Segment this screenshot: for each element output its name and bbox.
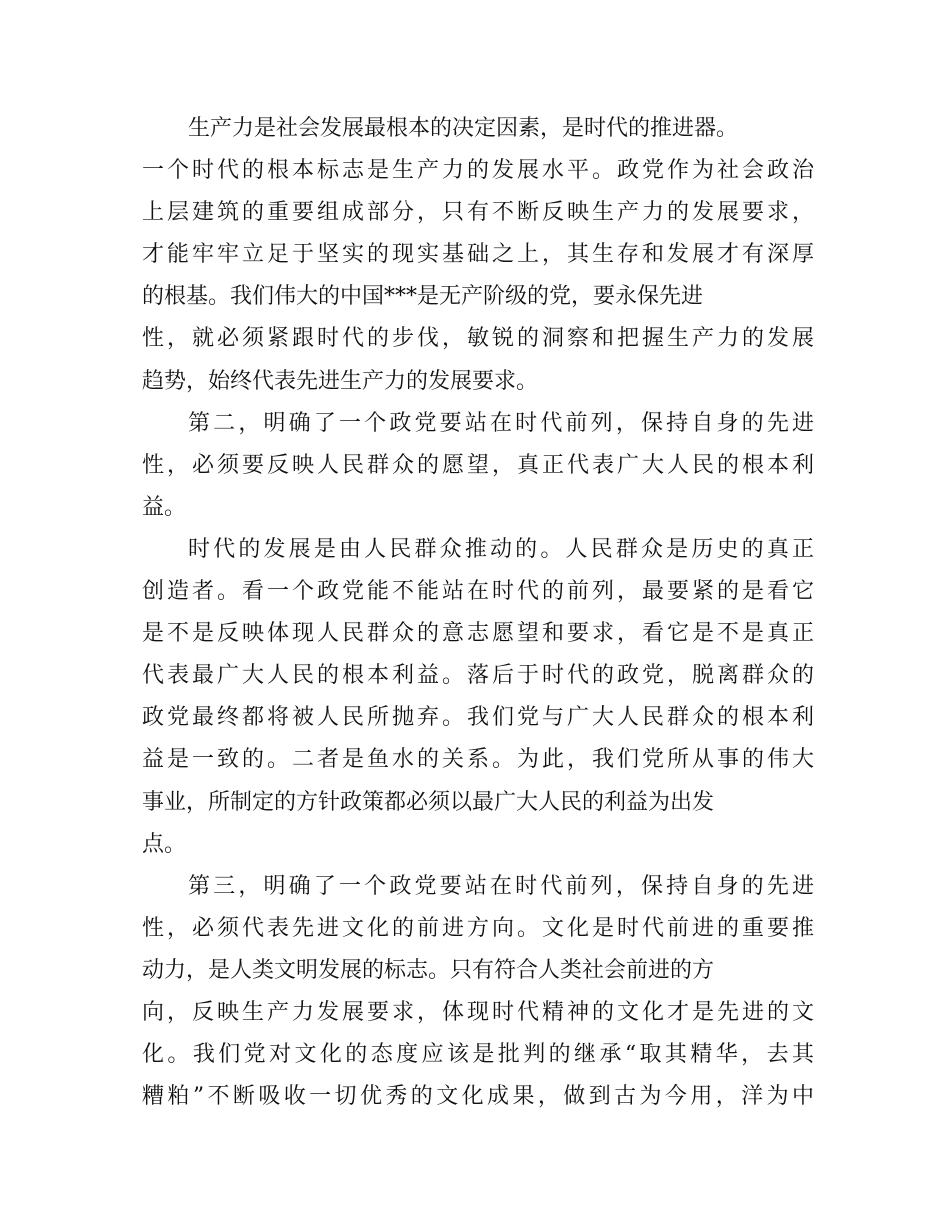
text-line: 的根基。我们伟大的中国***是无产阶级的党，要永保先进 — [142, 284, 704, 310]
text-line: 趋势，始终代表先进生产力的发展要求。 — [142, 368, 539, 394]
text-line: 性，就必须紧跟时代的步伐，敏锐的洞察和把握生产力的发展 — [142, 326, 814, 352]
text-line: 化。我们党对文化的态度应该是批判的继承“取其精华，去其 — [142, 1042, 814, 1068]
text-line: 第三，明确了一个政党要站在时代前列，保持自身的先进 — [188, 873, 814, 899]
paragraph-people — [142, 529, 814, 866]
text-line: 代表最广大人民的根本利益。落后于时代的政党，脱离群众的 — [142, 663, 814, 689]
text-line: 是不是反映体现人民群众的意志愿望和要求，看它是不是真正 — [142, 621, 814, 647]
text-line: 生产力是社会发展最根本的决定因素，是时代的推进器。 — [188, 116, 739, 141]
text-line: 益。 — [142, 494, 187, 520]
text-line: 时代的发展是由人民群众推动的。人民群众是历史的真正 — [188, 536, 814, 562]
text-line: 益是一致的。二者是鱼水的关系。为此，我们党所从事的伟大 — [142, 747, 814, 773]
document-page — [142, 108, 814, 1118]
text-line: 才能牢牢立足于坚实的现实基础之上，其生存和发展才有深厚 — [142, 242, 814, 268]
text-line: 一个时代的根本标志是生产力的发展水平。政党作为社会政治 — [142, 158, 814, 184]
paragraph-third-point — [142, 866, 814, 1119]
text-line: 创造者。看一个政党能不能站在时代的前列，最要紧的是看它 — [142, 579, 814, 605]
text-line: 糟粕”不断吸收一切优秀的文化成果，做到古为今用，洋为中 — [142, 1084, 814, 1110]
text-line: 性，必须代表先进文化的前进方向。文化是时代前进的重要推 — [142, 915, 814, 941]
paragraph-productivity — [142, 108, 814, 403]
text-line: 动力，是人类文明发展的标志。只有符合人类社会前进的方 — [142, 957, 715, 983]
text-line: 性，必须要反映人民群众的愿望，真正代表广大人民的根本利 — [142, 452, 814, 478]
text-line: 第二，明确了一个政党要站在时代前列，保持自身的先进 — [188, 410, 814, 436]
paragraph-second-point — [142, 403, 814, 529]
text-line: 事业，所制定的方针政策都必须以最广大人民的利益为出发 — [142, 789, 715, 815]
text-line: 点。 — [142, 831, 187, 857]
text-line: 政党最终都将被人民所抛弃。我们党与广大人民群众的根本利 — [142, 705, 814, 731]
text-line: 上层建筑的重要组成部分，只有不断反映生产力的发展要求， — [142, 200, 814, 226]
text-line: 向，反映生产力发展要求，体现时代精神的文化才是先进的文 — [142, 999, 814, 1025]
